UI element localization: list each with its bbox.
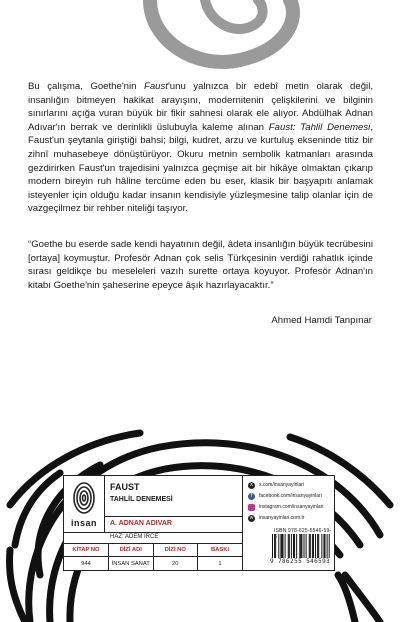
barcode-bar (317, 534, 318, 558)
barcode-bar (304, 534, 305, 558)
isbn-label: ISBN 978-625-5546-59- (274, 528, 332, 534)
barcode-bar (310, 534, 311, 558)
blurb-text: Bu çalışma, Goethe'nin (28, 81, 144, 92)
meta-header: BASKI (198, 543, 243, 557)
blurb-italic-title: Faust: Tahlil Denemesi (268, 121, 371, 133)
divider (104, 516, 242, 517)
social-web (248, 514, 305, 522)
barcode-bar (299, 534, 300, 558)
meta-value: 20 (153, 557, 198, 571)
barcode-bar (309, 534, 310, 558)
meta-header: DİZİ ADI (109, 543, 154, 557)
instagram-icon (248, 504, 255, 511)
social-facebook (248, 492, 322, 500)
back-cover-blurb (28, 80, 373, 216)
blurb-text: , Faust'un şeytanla giriştiği bahsi; bilgi, kudret, arzu ve kurtuluş ekseninde titiz bir zihnî muhasebeye dönüştürüyor. Okuru metnin sembolik katmanları arasında gezdirirken Faust'un trajedisini yalnızca geçmişe ait bir hikâye olmaktan çıkarıp modern bireyin ruh hâline tercüme eden bu eser, klasik bir başyapıtı anlamak isteyenler için olduğu kadar insanın kendisiyle yüzleşmesine talip olanlar için de vazgeçilmez bir rehber niteliği taşıyor. (28, 121, 373, 215)
blurb-italic-faust: Faust (143, 81, 168, 92)
publisher-logo-text: insan (70, 518, 97, 528)
barcode-bar (327, 534, 328, 558)
editor-name: HAZ: ADEM İRCE (110, 534, 159, 540)
barcode-bar (288, 534, 289, 558)
web-icon: w (249, 514, 254, 521)
review-quote: “Goethe bu eserde sade kendi hayatının değil, âdeta insanlığın büyük tecrübesini [ortaya] koymuştur. Profesör Adnan çok selis Türkçesinin verdiği rahatlık içinde sırası geldikçe bu meseleleri vazıh surette ortaya koyuyor. Profesör Adnan'ın kitabı Goethe'nin şaheserine epeyce âşık hazırlayacaktır.” (28, 239, 373, 291)
meta-value: 1 (218, 560, 222, 567)
book-meta-table (64, 543, 242, 570)
barcode-bar (285, 534, 286, 558)
social-text: insanyayinlari.com.tr (259, 515, 305, 521)
meta-header: KİTAP NO (64, 543, 109, 557)
meta-value: İNSAN SANAT (109, 557, 154, 571)
book-info-left (64, 476, 243, 570)
barcode-bar (296, 534, 297, 558)
barcode-bar (278, 534, 279, 558)
barcode-bar (306, 534, 307, 558)
barcode-bar (272, 534, 273, 558)
barcode-bar (312, 534, 313, 558)
barcode-bar (313, 534, 314, 558)
barcode-bar (283, 534, 284, 558)
barcode-bar (325, 534, 326, 558)
barcode-bar (275, 534, 276, 558)
barcode-bar (329, 534, 330, 558)
barcode-bar (301, 534, 302, 558)
book-subtitle: TAHLİL DENEMESİ (110, 496, 173, 503)
social-text: x.com/insanyayinlari (259, 482, 305, 488)
barcode-bar (293, 534, 294, 558)
barcode-bar (280, 534, 281, 558)
spiral-illustration (0, 0, 400, 80)
x-icon: X (249, 481, 254, 488)
author-name: A. ADNAN ADIVAR (110, 520, 172, 527)
barcode-bar (318, 534, 319, 558)
book-info-card (63, 475, 335, 571)
publisher-logo (64, 476, 105, 533)
meta-value: 944 (64, 557, 109, 571)
barcode-digits: 9 786255 546593 (270, 558, 331, 565)
thumbprint-logo-icon (72, 481, 96, 517)
barcode-bar (323, 534, 324, 558)
divider (64, 532, 242, 533)
social-x (248, 481, 304, 489)
barcode-bar (315, 534, 316, 558)
facebook-icon: f (248, 493, 255, 500)
barcode-bar (321, 534, 322, 558)
barcode (272, 534, 330, 558)
social-instagram (248, 503, 323, 511)
barcode-bar (291, 534, 292, 558)
meta-header: DİZİ NO (153, 543, 198, 557)
blurb-text: 'unu yalnızca bir edebî metin olarak değil, insanlığın bitmeyen hakikat arayışını, modernitenin çelişkilerini ve bilginin sınırlarını açığa vuran büyük bir fikir sahnesi olarak ele alıyor. Abdülhak Adnan Adıvar'ın berrak ve derinlikli üslubuyla kaleme alınan (28, 81, 373, 133)
barcode-bar (274, 534, 275, 558)
barcode-bar (289, 534, 290, 558)
barcode-bar (300, 534, 301, 558)
barcode-bar (294, 534, 295, 558)
book-title: FAUST (110, 482, 140, 492)
barcode-bar (281, 534, 282, 558)
social-text: facebook.com/insanyayinlari (259, 493, 322, 499)
social-text: instagram.com/insanyayinlari (259, 504, 324, 510)
book-info-right (242, 476, 334, 570)
quote-author: Ahmed Hamdi Tanpınar (271, 315, 372, 326)
